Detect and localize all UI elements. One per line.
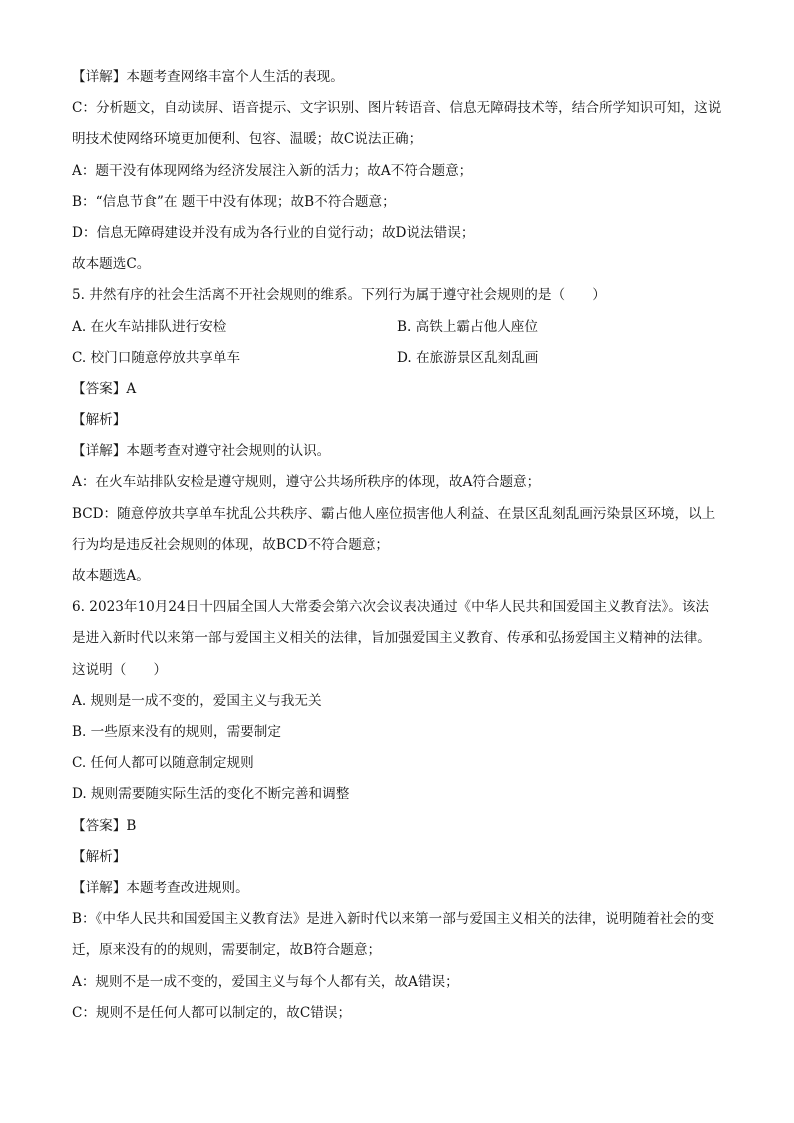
analysis-option-c-q4: C：分析题文，自动读屏、语音提示、文字识别、图片转语音、信息无障碍技术等，结合所学知识可知，这说明技术使网络环境更加便利、包容、温暖；故C说法正确；	[72, 100, 722, 148]
question-6-option-a: A. 规则是一成不变的，爱国主义与我无关	[72, 692, 322, 709]
analysis-option-d-q4: D：信息无障碍建设并没有成为各行业的自觉行动；故D说法错误；	[72, 224, 475, 241]
document-page	[72, 62, 722, 1029]
conclusion-q5: 故本题选A。	[72, 568, 150, 585]
analysis-label-q6: 【解析】	[72, 848, 127, 865]
question-5-stem: 5. 井然有序的社会生活离不开社会规则的维系。下列行为属于遵守社会规则的是（ ）	[72, 287, 606, 304]
analysis-label-q5: 【解析】	[72, 412, 127, 429]
question-5-option-d: D. 在旅游景区乱刻乱画	[397, 349, 539, 366]
analysis-option-c-q6: C：规则不是任何人都可以制定的，故C错误；	[72, 1004, 352, 1021]
analysis-option-b-q6: B：《中华人民共和国爱国主义教育法》是进入新时代以来第一部与爱国主义相关的法律，说明随着社会的变迁，原来没有的的规则，需要制定，故B符合题意；	[72, 911, 715, 959]
explanation-heading-q5: 【详解】本题考查对遵守社会规则的认识。	[72, 443, 331, 460]
question-5-option-c: C. 校门口随意停放共享单车	[72, 349, 241, 366]
explanation-heading-q4: 【详解】本题考查网络丰富个人生活的表现。	[72, 69, 344, 85]
analysis-option-bcd-q5: BCD：随意停放共享单车扰乱公共秩序、霸占他人座位损害他人利益、在景区乱刻乱画污染景区环境，以上行为均是违反社会规则的体现，故BCD不符合题意；	[72, 505, 716, 553]
question-6-option-b: B. 一些原来没有的规则，需要制定	[72, 724, 281, 741]
conclusion-q4: 故本题选C。	[72, 256, 151, 273]
question-5-options-row-1	[72, 312, 722, 343]
question-5-option-b: B. 高铁上霸占他人座位	[397, 318, 538, 335]
answer-q6: 【答案】B	[72, 817, 137, 834]
question-6-option-d: D. 规则需要随实际生活的变化不断完善和调整	[72, 786, 350, 803]
explanation-heading-q6: 【详解】本题考查改进规则。	[72, 879, 249, 896]
question-5-option-a: A. 在火车站排队进行安检	[72, 318, 227, 335]
question-5-options-row-2	[72, 343, 722, 374]
analysis-option-b-q4: B：“信息节食”在 题干中没有体现；故B不符合题意；	[72, 193, 396, 210]
answer-q5: 【答案】A	[72, 380, 137, 397]
analysis-option-a-q5: A：在火车站排队安检是遵守规则，遵守公共场所秩序的体现，故A符合题意；	[72, 474, 541, 491]
analysis-option-a-q4: A：题干没有体现网络为经济发展注入新的活力；故A不符合题意；	[72, 162, 473, 179]
analysis-option-a-q6: A：规则不是一成不变的，爱国主义与每个人都有关，故A错误；	[72, 973, 459, 990]
question-6-option-c: C. 任何人都可以随意制定规则	[72, 755, 254, 772]
question-6-stem: 6. 2023年10月24日十四届全国人大常委会第六次会议表决通过《中华人民共和国爱国主义教育法》。该法是进入新时代以来第一部与爱国主义相关的法律，旨加强爱国主义教育、传承和弘扬爱国主义精神的法律。这说明（ ）	[72, 599, 711, 678]
